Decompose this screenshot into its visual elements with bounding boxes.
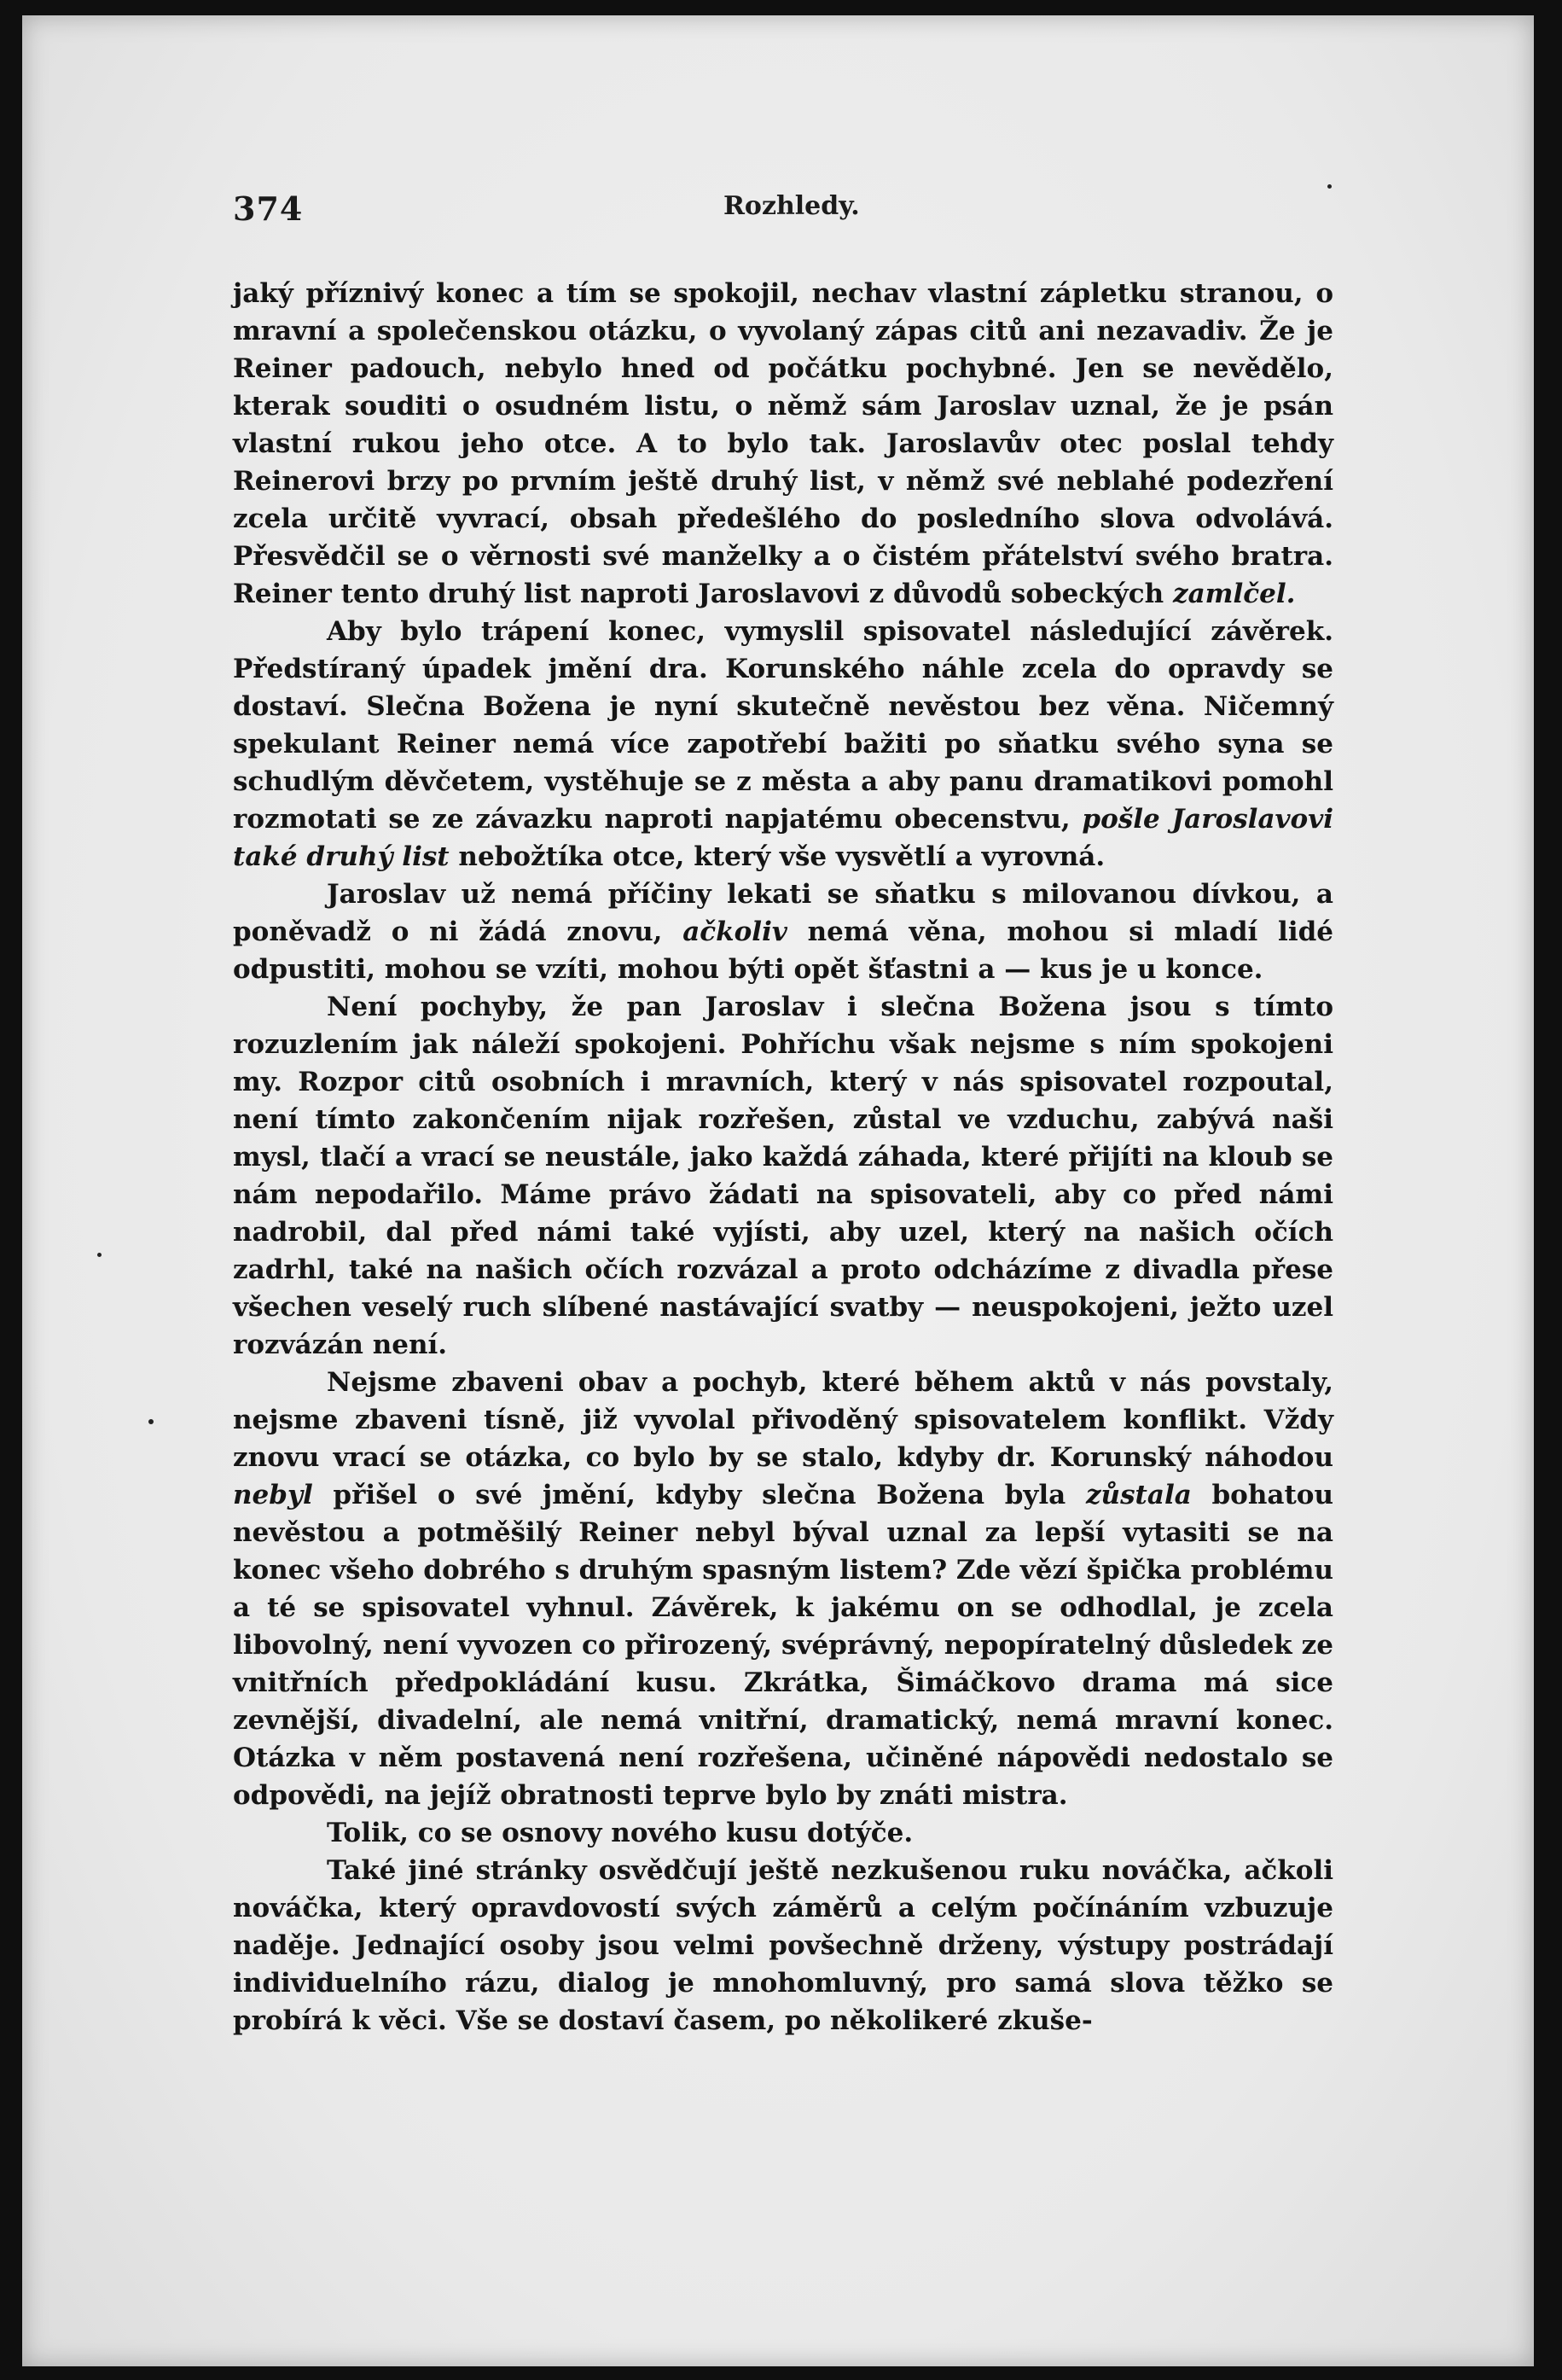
ink-speck: [1327, 184, 1332, 189]
paragraph-text: nebožtíka otce, který vše vysvětlí a vyrovná.: [449, 841, 1106, 872]
paragraph: [233, 988, 1333, 1364]
paragraph-text: Jaroslav už nemá příčiny lekati se sňatku s milovanou dívkou, a poněvadž o ni žádá znovu,: [233, 879, 1333, 947]
ink-speck: [97, 1253, 102, 1257]
emphasized-text: pošle Jaroslavovi také druhý list: [233, 804, 1334, 872]
paragraph: [233, 613, 1333, 876]
paragraph-text: bohatou nevěstou a potměšilý Reiner nebyl býval uznal za lepší vytasiti se na konec všeho dobrého s druhým spasným listem? Zde vězí špička problému a té se spisovatel vyhnul. Závěrek, k jakému on se odhodlal, je zcela libovolný, není vyvozen co přirozený, svéprávný, nepopíratelný důsledek ze vnitřních předpokládání kusu. Zkrátka, Šimáčkovo drama má sice zevnější, divadelní, ale nemá vnitřní, dramatický, nemá mravní konec. Otázka v něm postavená není rozřešena, učiněné nápovědi nedostalo se odpovědi, na jejíž obratnosti teprve bylo by znáti mistra.: [233, 1480, 1333, 1811]
paragraph-text: jaký příznivý konec a tím se spokojil, nechav vlastní zápletku stranou, o mravní a společenskou otázku, o vyvolaný zápas citů ani nezavadiv. Že je Reiner padouch, nebylo hned od počátku pochybné. Jen se nevědělo, kterak souditi o osudném listu, o němž sám Jaroslav uznal, že je psán vlastní rukou jeho otce. A to bylo tak. Jaroslavův otec poslal tehdy Reinerovi brzy po prvním ještě druhý list, v němž své neblahé podezření zcela určitě vyvrací, obsah předešlého do posledního slova odvolává. Přesvědčil se o věrnosti své manželky a o čistém přátelství svého bratra. Reiner tento druhý list naproti Jaroslavovi z důvodů sobeckých: [233, 278, 1333, 609]
running-title: Rozhledy.: [723, 191, 860, 221]
paragraph-text: Nejsme zbaveni obav a pochyb, které během aktů v nás povstaly, nejsme zbaveni tísně, již vyvolal přivoděný spisovatelem konflikt. Vždy znovu vrací se otázka, co bylo by se stalo, kdyby dr. Korunský náhodou: [233, 1367, 1333, 1473]
page-header: [233, 189, 1333, 241]
paragraph-text: Tolik, co se osnovy nového kusu dotýče.: [327, 1818, 914, 1848]
emphasized-text: ačkoliv: [682, 917, 787, 947]
paragraph: [233, 1364, 1333, 1814]
emphasized-text: zamlčel.: [1172, 579, 1296, 609]
paragraph: [233, 1852, 1333, 2040]
paragraph: [233, 1814, 1333, 1852]
paragraph: [233, 275, 1333, 613]
paragraph: [233, 876, 1333, 988]
emphasized-text: zůstala: [1085, 1480, 1192, 1510]
ink-speck: [148, 1419, 154, 1424]
emphasized-text: nebyl: [233, 1480, 313, 1510]
paragraph-text: Aby bylo trápení konec, vymyslil spisovatel následující závěrek. Předstíraný úpadek jmění dra. Korunského náhle zcela do opravdy se dostaví. Slečna Božena je nyní skutečně nevěstou bez věna. Ničemný spekulant Reiner nemá více zapotřebí bažiti po sňatku svého syna se schudlým děvčetem, vystěhuje se z města a aby panu dramatikovi pomohl rozmotati se ze závazku naproti napjatému obecenstvu,: [233, 616, 1333, 835]
paragraph-text: Také jiné stránky osvědčují ještě nezkušenou ruku nováčka, ačkoli nováčka, který opravdovostí svých záměrů a celým počínáním vzbuzuje naděje. Jednající osoby jsou velmi povšechně drženy, výstupy postrádají individuelního rázu, dialog je mnohomluvný, pro samá slova těžko se probírá k věci. Vše se dostaví časem, po několikeré zkuše-: [233, 1855, 1333, 2036]
body-text: [233, 275, 1333, 2040]
paragraph-text: Není pochyby, že pan Jaroslav i slečna Božena jsou s tímto rozuzlením jak náleží spokojeni. Pohříchu však nejsme s ním spokojeni my. Rozpor citů osobních i mravních, který v nás spisovatel rozpoutal, není tímto zakončením nijak rozřešen, zůstal ve vzduchu, zabývá naši mysl, tlačí a vrací se neustále, jako každá záhada, které přijíti na kloub se nám nepodařilo. Máme právo žádati na spisovateli, aby co před námi nadrobil, dal před námi také vyjísti, aby uzel, který na našich očích zadrhl, také na našich očích rozvázal a proto odcházíme z divadla přese všechen veselý ruch slíbené nastávající svatby — neuspokojeni, ježto uzel rozvázán není.: [233, 992, 1333, 1360]
paragraph-text: přišel o své jmění, kdyby slečna Božena byla: [312, 1480, 1086, 1510]
paragraph-text: nemá věna, mohou si mladí lidé odpustiti, mohou se vzíti, mohou býti opět šťastni a — kus je u konce.: [233, 917, 1333, 985]
page-number: 374: [233, 189, 304, 228]
